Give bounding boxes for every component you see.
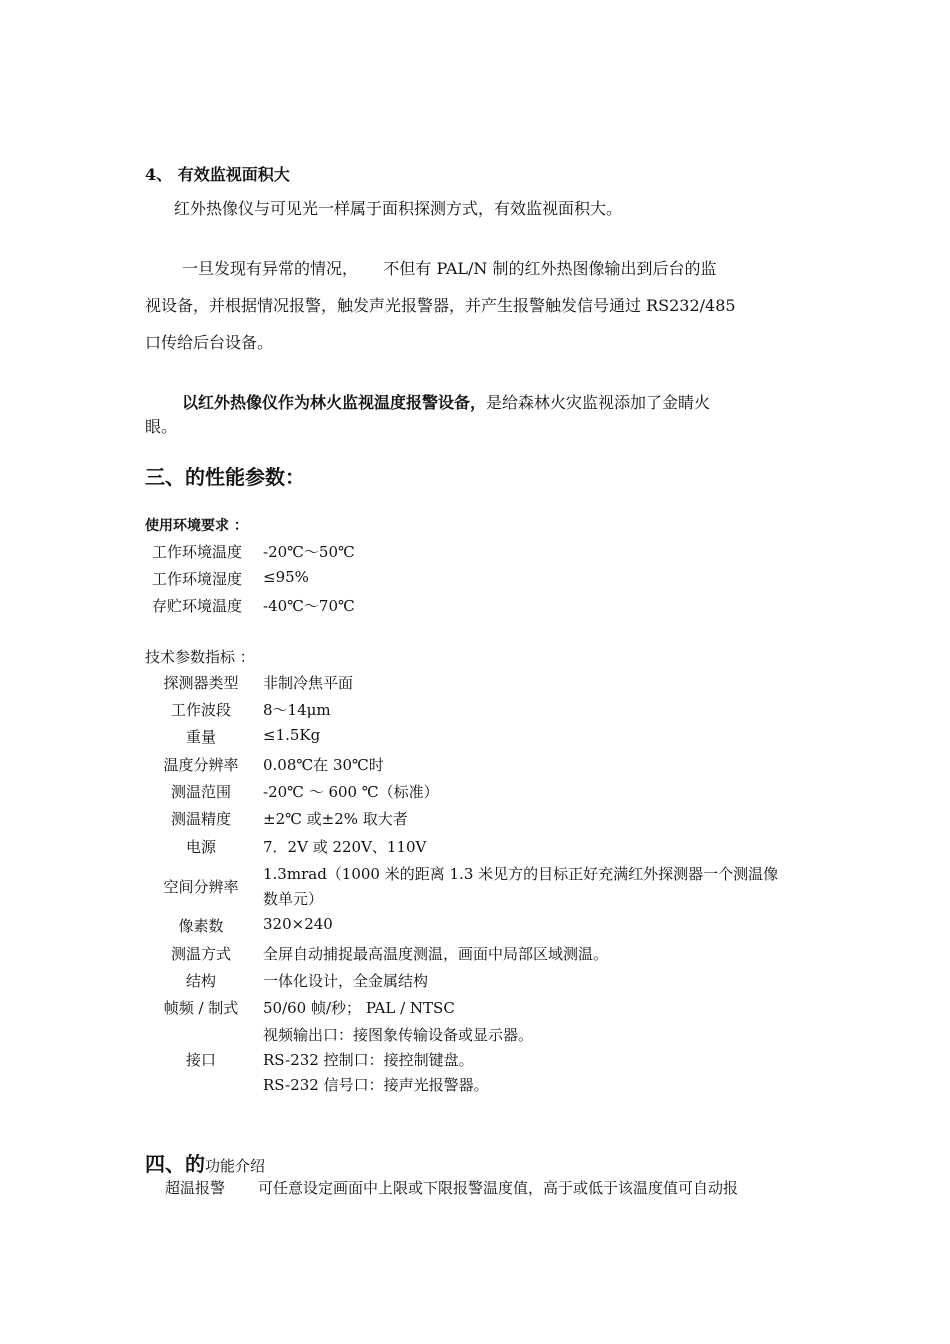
tech-title: 技术参数指标 ： [145,648,255,666]
env-value: -40℃～70℃ [263,597,355,615]
feature-text: 可任意设定画面中上限或下限报警温度值，高于或低于该温度值可自动报 [258,1179,739,1197]
env-label: 存贮环境温度 [152,597,243,615]
paragraph-line [182,390,710,413]
env-value: -20℃～50℃ [263,543,355,561]
env-label: 工作环境湿度 [152,570,243,588]
param-label: 像素数 [178,917,224,935]
param-value: 非制冷焦平面 [263,674,354,692]
param-value: 全屏自动捕捉最高温度测温，画面中局部区域测温。 [263,945,609,963]
normal-phrase: 是给森林火灾监视添加了金睛火 [486,393,711,412]
section-heading: 4、 有效监视面积大 [145,165,290,184]
bold-phrase: 以红外热像仪作为林火监视温度报警设备， [182,393,487,412]
section-heading [145,1148,265,1177]
param-value: 1.3mrad（1000 米的距离 1.3 米见方的目标正好充满红外探测器一个测温像 [263,865,779,883]
section-heading: 三、的性能参数： [145,465,305,489]
param-value: 视频输出口：接图象传输设备或显示器。 [263,1026,534,1044]
param-value: 数单元） [263,890,324,908]
param-value: 7．2V 或 220V、110V [263,838,427,856]
paragraph-line: 眼。 [145,417,178,436]
param-value: 一体化设计，全金属结构 [263,972,429,990]
param-value: ±2℃ 或±2% 取大者 [263,810,408,828]
param-value: RS-232 信号口：接声光报警器。 [263,1076,489,1094]
heading-normal: 功能介绍 [205,1157,266,1175]
param-label: 接口 [185,1051,216,1069]
param-label: 空间分辨率 [163,878,239,896]
param-value: 320×240 [263,915,333,933]
param-label: 结构 [185,972,216,990]
param-value: -20℃ ～ 600 ℃（标准） [263,783,439,801]
param-value: RS-232 控制口：接控制键盘。 [263,1051,474,1069]
param-label: 帧频 / 制式 [163,999,239,1017]
env-title: 使用环境要求 ： [145,518,248,534]
paragraph-line: 一旦发现有异常的情况， 不但有 PAL/N 制的红外热图像输出到后台的监 [182,259,717,278]
param-label: 工作波段 [170,701,231,719]
env-label: 工作环境温度 [152,543,243,561]
paragraph-line: 视设备，并根据情况报警，触发声光报警器，并产生报警触发信号通过 RS232/485 [145,296,736,315]
param-label: 测温方式 [170,945,231,963]
paragraph-line: 红外热像仪与可见光一样属于面积探测方式，有效监视面积大。 [174,199,623,218]
param-value: ≤1.5Kg [263,726,321,744]
param-label: 电源 [185,838,216,856]
feature-label: 超温报警 [165,1179,226,1197]
param-label: 测温精度 [170,810,231,828]
paragraph-line: 口传给后台设备。 [145,333,274,352]
env-value: ≤95% [263,568,309,586]
param-label: 重量 [185,728,216,746]
param-value: 50/60 帧/秒； PAL / NTSC [263,999,455,1017]
param-value: 0.08℃在 30℃时 [263,756,384,774]
heading-bold: 四、的 [145,1152,205,1176]
param-value: 8～14μm [263,701,331,719]
param-label: 探测器类型 [163,674,239,692]
param-label: 温度分辨率 [163,756,239,774]
param-label: 测温范围 [170,783,231,801]
